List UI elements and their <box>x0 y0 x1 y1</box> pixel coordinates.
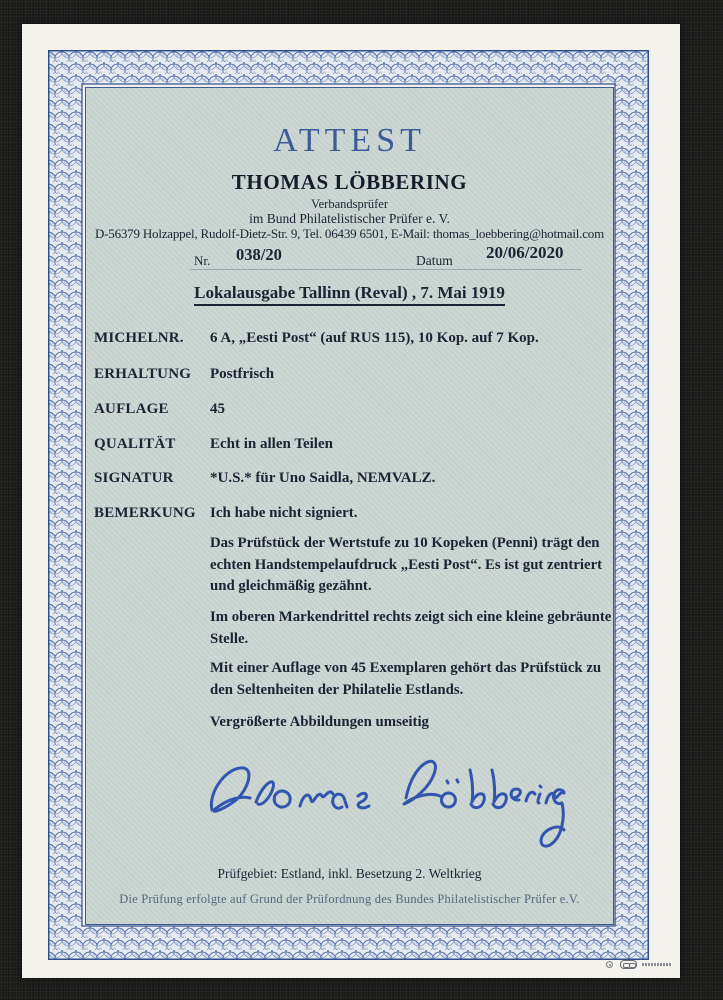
field-value-qualitaet: Echt in allen Teilen <box>210 436 333 452</box>
field-value-michelnr: 6 A, „Eesti Post“ (auf RUS 115), 10 Kop. auf 7 Kop. <box>210 330 539 346</box>
field-label-bemerkung: BEMERKUNG <box>94 505 196 521</box>
subject-title-text: Lokalausgabe Tallinn (Reval) , 7. Mai 1919 <box>194 283 505 306</box>
field-label-michelnr: MICHELNR. <box>94 330 184 346</box>
subject-title <box>86 283 613 306</box>
form-rule-line <box>190 269 582 270</box>
certificate-body <box>85 87 614 925</box>
certificate-number: 038/20 <box>236 245 282 264</box>
field-label-erhaltung: ERHALTUNG <box>94 366 192 382</box>
footer-disclaimer: Die Prüfung erfolgte auf Grund der Prüfordnung des Bundes Philatelistischer Prüfer e.V. <box>119 892 580 906</box>
handwritten-signature <box>198 736 568 858</box>
datum-label: Datum <box>416 253 453 268</box>
examiner-organization: im Bund Philatelistischer Prüfer e. V. <box>249 211 450 226</box>
field-label-signatur: SIGNATUR <box>94 470 174 486</box>
examiner-role: Verbandsprüfer <box>310 197 389 211</box>
printer-caption <box>642 963 672 966</box>
nr-label: Nr. <box>194 253 211 268</box>
printer-marks <box>606 960 672 970</box>
contact-line: D-56379 Holzappel, Rudolf-Dietz-Str. 9, Tel. 06439 6501, E-Mail: thomas_loebbering@hotmail.com <box>94 226 605 241</box>
field-value-erhaltung: Postfrisch <box>210 366 275 382</box>
bemerkung-line-1: Ich habe nicht signiert. <box>210 505 358 521</box>
certificate-paper <box>22 24 680 978</box>
certification-seal-icon <box>606 961 613 968</box>
field-value-auflage: 45 <box>210 401 225 417</box>
attest-title: ATTEST <box>273 122 426 159</box>
bemerkung-paragraph-4: Mit einer Auflage von 45 Exemplaren gehört das Prüfstück zu den Seltenheiten der Philatelie Estlands. <box>210 660 602 698</box>
bemerkung-paragraph-3: Im oberen Markendrittel rechts zeigt sich eine kleine gebräunte Stelle. <box>210 609 612 647</box>
pruefgebiet-line: Prüfgebiet: Estland, inkl. Besetzung 2. Weltkrieg <box>217 866 482 881</box>
printer-logo-icon <box>620 960 637 969</box>
bemerkung-paragraph-2: Das Prüfstück der Wertstufe zu 10 Kopeken (Penni) trägt den echten Handstempelaufdruck „Eesti Post“. Es ist gut zentriert und gleichmäßig gezähnt. <box>210 535 603 594</box>
bemerkung-paragraph-5: Vergrößerte Abbildungen umseitig <box>210 714 429 730</box>
field-label-qualitaet: QUALITÄT <box>94 436 176 452</box>
field-label-auflage: AUFLAGE <box>94 401 169 417</box>
certificate-date: 20/06/2020 <box>486 243 564 262</box>
examiner-name: THOMAS LÖBBERING <box>231 170 468 194</box>
field-value-signatur: *U.S.* für Uno Saidla, NEMVALZ. <box>210 470 436 486</box>
